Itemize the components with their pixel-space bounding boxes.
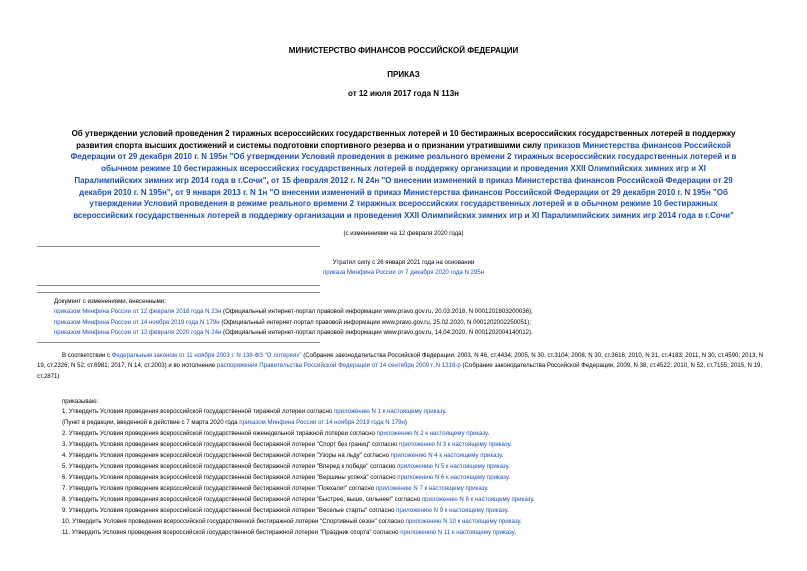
preamble-text: (Собрание законодательства Российской Федерации, 2009, N 38, ст.4522; 2010, N 52, ст.7155; 2015, N 19, ст.2871) xyxy=(37,362,763,380)
change-source: (Официальный интернет-портал правовой информации www.pravo.gov.ru, 20.03.2018, N 0001201803200036); xyxy=(221,308,533,315)
list-item xyxy=(62,452,503,459)
item-text: 2. Утвердить Условия проведения всероссийской государственной еженедельной тиражной лотереи согласно xyxy=(62,430,377,437)
title-separator: , xyxy=(170,187,176,197)
divider xyxy=(37,285,320,286)
item-tail: . xyxy=(510,441,512,448)
change-item xyxy=(54,329,533,336)
doc-type-heading: ПРИКАЗ xyxy=(387,70,420,79)
appendix-link[interactable]: приложению N 4 к настоящему приказу xyxy=(390,452,502,459)
item-tail: ) xyxy=(404,419,407,426)
item-tail: . xyxy=(501,452,504,459)
list-item xyxy=(62,507,509,514)
change-link[interactable]: приказом Минфина России от 12 февраля 2020 года N 24н xyxy=(54,329,222,336)
item-text: 5. Утвердить Условия проведения всероссийской государственной бестиражной лотереи "Вперед к победе" согласно xyxy=(62,463,398,470)
item-text: 11. Утвердить Условия проведения всероссийской государственной бестиражной лотереи "Праздник спорта" согласно xyxy=(62,529,401,536)
list-item xyxy=(62,419,407,426)
order-word: приказываю: xyxy=(62,398,99,405)
change-item xyxy=(54,308,533,315)
government-order-link[interactable]: распоряжения Правительства Российской Федерации от 14 сентября 2009 г. N 1318-р xyxy=(216,362,461,370)
item-tail: . xyxy=(532,496,535,503)
divider xyxy=(37,246,320,247)
appendix-link[interactable]: приложению N 2 к настоящему приказу xyxy=(376,430,488,437)
title-link-order-1n[interactable]: от 9 января 2013 г. N 1н "О внесении изменений в приказ Министерства финансов Российской Федерации от 29 декабря 2010 г. N 195н "Об утверждении Условий проведения в режиме реального времени 2 тиражных всероссийских государственных лотерей и в обычном режиме 10 бестиражных всероссийских государственных лотерей в поддержку организации и проведения XXII Олимпийских зимних игр и XI Паралимпийских зимних игр 2014 года в г.Сочи" xyxy=(73,187,734,220)
list-item xyxy=(62,441,512,448)
list-item xyxy=(62,430,489,437)
appendix-link[interactable]: приложению N 6 к настоящему приказу xyxy=(397,474,509,481)
item-text: 10. Утвердить Условия проведения всероссийской государственной бестиражной лотереи "Спортивный сезон" согласно xyxy=(62,518,406,525)
preamble-text: В соответствии с xyxy=(62,352,112,359)
lost-force-link[interactable]: приказа Минфина России от 7 декабря 2020 года N 295н xyxy=(322,269,485,276)
appendix-link[interactable]: приложению N 7 к настоящему приказу xyxy=(375,485,487,492)
item-tail: . xyxy=(507,507,509,514)
ministry-heading: МИНИСТЕРСТВО ФИНАНСОВ РОССИЙСКОЙ ФЕДЕРАЦИИ xyxy=(288,46,519,55)
appendix-link[interactable]: приложению N 5 к настоящему приказу xyxy=(397,463,509,470)
title-link-order-24n[interactable]: от 15 февраля 2012 г. N 24н "О внесении изменений в приказ Министерства финансов Российской Федерации от 29 декабря 2010 г. N 195н" xyxy=(79,175,733,197)
item-text: 9. Утвердить Условия проведения всероссийской государственной бестиражной лотереи "Веселые старты" согласно xyxy=(62,507,397,514)
item-text: (Пункт в редакции, введенной в действие с 7 марта 2020 года xyxy=(62,419,240,426)
item-text: 3. Утвердить Условия проведения всероссийской государственной бестиражной лотереи "Спорт без границ" согласно xyxy=(62,441,400,448)
appendix-link[interactable]: приложению N 9 к настоящему приказу xyxy=(396,507,508,514)
item-tail: . xyxy=(519,518,522,525)
appendix-link[interactable]: приложению N 1 к настоящему приказу xyxy=(333,408,445,415)
divider xyxy=(37,292,320,293)
appendix-link[interactable]: приложению N 11 к настоящему приказу xyxy=(400,529,515,536)
list-item xyxy=(62,518,522,525)
item-text: 1. Утвердить Условия проведения всероссийской государственной тиражной лотереи согласно xyxy=(62,408,334,415)
title-link-order-195n[interactable]: приказов Министерства финансов Российской Федерации от 29 декабря 2010 г. N 195н "Об утверждении Условий проведения в режиме реального времени 2 тиражных всероссийских государственных лотерей и в обычном режиме 10 бестиражных всероссийских государственных лотерей в поддержку организации и проведения XXII Олимпийских зимних игр и XI Паралимпийских зимних игр 2014 года в г.Сочи" xyxy=(70,140,737,185)
item-tail: . xyxy=(508,474,510,481)
item-tail: . xyxy=(486,485,489,492)
item-text: 7. Утвердить Условия проведения всероссийской государственной бестиражной лотереи "Поехали!" согласно xyxy=(62,485,376,492)
item-tail: . xyxy=(444,408,447,415)
item-text: 6. Утвердить Условия проведения всероссийской государственной бестиражной лотереи "Вершины успеха" согласно xyxy=(62,474,398,481)
change-source: (Официальный интернет-портал правовой информации www.pravo.gov.ru, 25.02.2020, N 0001202002250051); xyxy=(219,319,532,326)
list-item xyxy=(62,463,510,470)
item-tail: . xyxy=(508,463,510,470)
appendix-link[interactable]: приложению N 3 к настоящему приказу xyxy=(399,441,511,448)
item-tail: . xyxy=(514,529,516,536)
changes-intro: Документ с изменениями, внесенными: xyxy=(54,298,166,305)
divider xyxy=(37,342,320,343)
appendix-link[interactable]: приложению N 10 к настоящему приказу xyxy=(405,518,520,525)
item-text: 4. Утвердить Условия проведения всероссийской государственной бестиражной лотереи "Узоры на льду" согласно xyxy=(62,452,391,459)
title-separator: , xyxy=(266,175,272,185)
amended-note: (с изменениями на 12 февраля 2020 года) xyxy=(343,230,464,237)
list-item xyxy=(62,474,510,481)
date-number-heading: от 12 июля 2017 года N 113н xyxy=(348,89,459,98)
change-link[interactable]: приказом Минфина России от 12 февраля 2018 года N 23н xyxy=(54,308,222,315)
document-title xyxy=(70,128,737,222)
appendix-link[interactable]: приложению N 8 к настоящему приказу xyxy=(421,496,533,503)
change-item xyxy=(54,319,531,326)
preamble-text: (Собрание законодательства Российской Федерации, 2003, N 46, ст.4434; 2005, N 30, ст.3104; 2008, N 30, ст.3616; 2010, N 31, ст.4183; 2011, N 30, ст.4590; 2013, N 19, ст.2326; N 52, ст.6981; 2017, N 14, ст.2003) и во исполнение xyxy=(37,352,764,370)
list-item xyxy=(62,408,447,415)
preamble-paragraph xyxy=(37,351,770,382)
item-text: 8. Утвердить Условия проведения всероссийской государственной бестиражной лотереи "Быстрее, выше, сильнее!" согласно xyxy=(62,496,422,503)
title-text: Об утверждении условий проведения 2 тиражных всероссийских государственных лотерей и 10 бестиражных всероссийских государственных лотерей в поддержку развития спорта высших достижений и системы подготовки спортивного резерва и о признании утратившими силу xyxy=(71,129,736,150)
change-link[interactable]: приказом Минфина России от 14 ноября 2019 года N 179н xyxy=(54,319,220,326)
change-source: (Официальный интернет-портал правовой информации www.pravo.gov.ru, 14.04.2020, N 0001202004140012). xyxy=(221,329,533,336)
list-item xyxy=(62,496,535,503)
list-item xyxy=(62,529,516,536)
item-tail: . xyxy=(487,430,490,437)
federal-law-link[interactable]: Федеральным законом от 11 ноября 2003 г. N 138-ФЗ "О лотереях" xyxy=(111,352,302,359)
lost-force-text: Утратил силу с 26 января 2021 года на основании xyxy=(332,259,475,266)
list-item xyxy=(62,485,489,492)
amendment-link[interactable]: приказом Минфина России от 14 ноября 2019 года N 179н xyxy=(239,419,405,426)
